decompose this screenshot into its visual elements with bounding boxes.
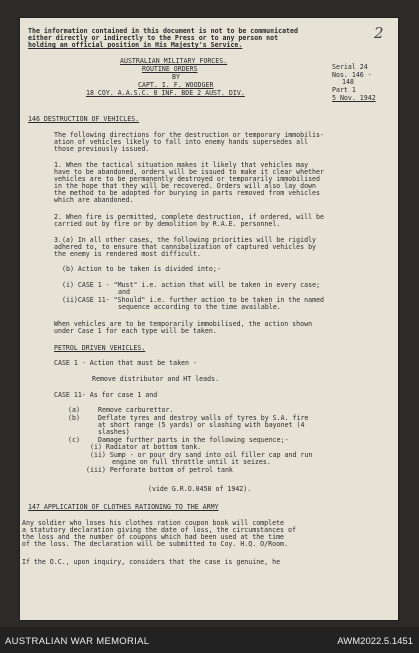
document-page: [20, 18, 398, 620]
body-line: vehicles are to be permanently destroyed or temporarily immobilised: [54, 175, 320, 183]
body-line: Damage further parts in the following sequence;-: [98, 436, 289, 444]
body-line: CASE 1 - Action that must be taken -: [54, 359, 197, 367]
body-line: 3.(a) In all other cases, the following priorities will be rigidly: [54, 236, 317, 244]
body-line: those previously issued.: [54, 145, 150, 153]
body-line: the enemy is rendered most difficult.: [54, 250, 201, 258]
body-line: When vehicles are to be temporarily immobilised, the action shown: [54, 320, 313, 328]
footer-source: AUSTRALIAN WAR MEMORIAL: [5, 636, 150, 647]
body-line: (i) CASE 1 - "Must" i.e. action that will be taken in every case;: [62, 281, 321, 289]
body-line: 2. When fire is permitted, complete destruction, if ordered, will be: [54, 213, 324, 221]
body-line: engine on full throttle until it seizes.: [112, 458, 271, 466]
title-line-2: ROUTINE ORDERS: [142, 65, 198, 73]
body-line: Deflate tyres and destroy walls of tyres by S.A. fire: [98, 414, 309, 422]
body-line: and: [118, 288, 130, 296]
body-line: which are abandoned.: [54, 196, 134, 204]
body-line: under Case 1 for each type will be taken.: [54, 327, 217, 335]
body-line: have to be abandoned, orders will be issued to make it clear whether: [54, 168, 324, 176]
body-line: sequence according to the time available.: [118, 303, 281, 311]
body-line: adhered to, to ensure that cannibalization of captured vehicles by: [54, 243, 317, 251]
body-line: (b) Action to be taken is divided into;-: [62, 265, 221, 273]
notice-line-2: either directly or indirectly to the Press or to any person not: [28, 34, 279, 42]
handwritten-page-number: 2: [374, 24, 384, 42]
body-line: the method to be adopted for burying in parts removed from vehicles: [54, 189, 320, 197]
body-line: If the O.C., upon inquiry, considers that the case is genuine, he: [22, 558, 281, 566]
title-line-1: AUSTRALIAN MILITARY FORCES.: [120, 57, 228, 65]
section-146-heading: 146 DESTRUCTION OF VEHICLES.: [28, 115, 140, 123]
body-line: in the hope that they will be recovered. Orders will also lay down: [54, 182, 317, 190]
serial-line-3: 148: [342, 78, 354, 86]
footer-accession-number: AWM2022.5.1451: [337, 636, 413, 647]
body-line: Remove carburettor.: [98, 406, 174, 414]
body-line: The following directions for the destruction or temporary immobilis-: [54, 131, 324, 139]
serial-line-1: Serial 24: [332, 63, 368, 71]
footer-bar: [0, 627, 419, 653]
notice-line-3: holding an official position in His Majesty's Service.: [28, 41, 243, 49]
section-147-heading: 147 APPLICATION OF CLOTHES RATIONING TO THE ARMY: [28, 503, 219, 511]
body-line: (i) Radiator at bottom tank.: [90, 443, 202, 451]
title-line-5: 18 COY. A.A.S.C. 8 INF. BDE 2 AUST. DIV.: [86, 89, 245, 97]
body-line: 1. When the tactical situation makes it likely that vehicles may: [54, 161, 309, 169]
body-line: a statutory declaration giving the date of loss, the circumstances of: [22, 526, 296, 534]
body-line: Any soldier who loses his clothes ration coupon book will complete: [22, 519, 285, 527]
body-line: (vide G.R.O.0458 of 1942).: [148, 485, 252, 493]
body-line: of the loss. The declaration will be submitted to Coy. H.Q. O/Room.: [22, 540, 288, 548]
item-marker: (c): [68, 436, 80, 444]
body-line: carried out by fire or by demolition by R.A.E. personnel.: [54, 220, 281, 228]
title-line-3: BY: [172, 73, 180, 81]
body-line: ation of vehicles likely to fall into enemy hands supersedes all: [54, 138, 309, 146]
title-line-4: CAPT. I. F. WOODGER: [138, 81, 214, 89]
body-line: (iii) Perforate bottom of petrol tank: [86, 466, 233, 474]
petrol-vehicles-heading: PETROL DRIVEN VEHICLES.: [54, 344, 146, 352]
serial-line-4: Part 1: [332, 86, 356, 94]
body-line: (ii)CASE 11- "Should" i.e. further action to be taken in the named: [62, 296, 325, 304]
serial-line-5: 5 Nov. 1942: [332, 94, 376, 102]
body-line: slashes): [98, 428, 130, 436]
body-line: (ii) Sump - or pour dry sand into oil filler cap and run: [90, 451, 313, 459]
notice-line-1: The information contained in this document is not to be communicated: [28, 27, 298, 35]
body-line: Remove distributor and HT leads.: [92, 375, 220, 383]
body-line: the loss and the number of coupons which had been used at the time: [22, 533, 285, 541]
item-marker: (b): [68, 414, 80, 422]
serial-line-2: Nos. 146 -: [332, 71, 372, 79]
item-marker: (a): [68, 406, 80, 414]
body-line: at short range (5 yards) or slashing with bayonet (4: [98, 421, 305, 429]
body-line: CASE 11- As for case 1 and: [54, 391, 158, 399]
